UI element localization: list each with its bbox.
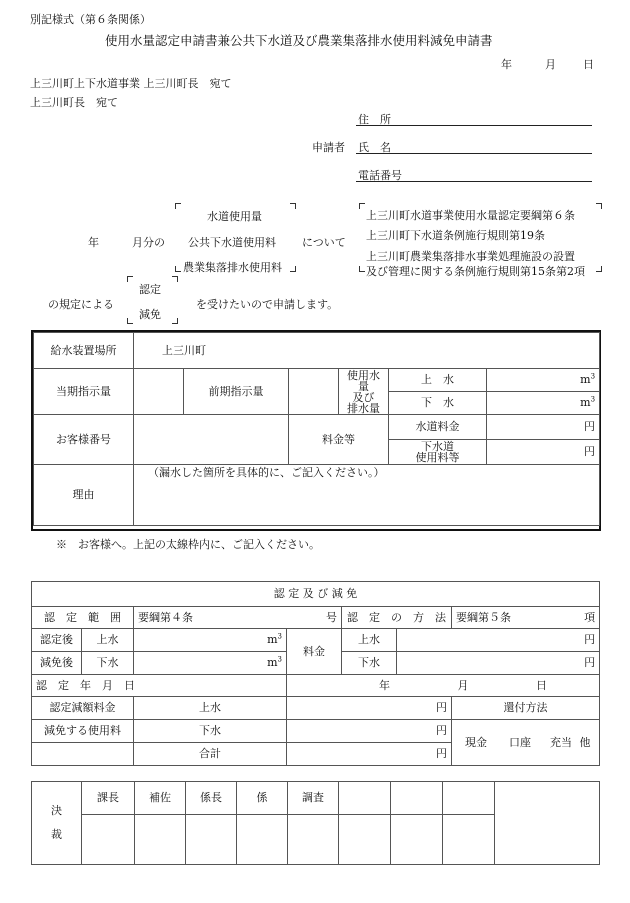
after-gesui-label: 下水	[82, 652, 134, 675]
reason-label: 理由	[34, 465, 134, 526]
stamp-chousa[interactable]	[288, 815, 339, 865]
fee-gesui-label: 下水	[342, 652, 397, 675]
regulation-1: 上三川町水道事業使用水量認定要綱第６条	[366, 209, 575, 222]
regs-bracket-bl	[359, 266, 365, 272]
regs-bracket-tr	[596, 203, 602, 209]
fee-jousui-input[interactable]: 円	[397, 629, 600, 652]
location-label: 給水装置場所	[34, 333, 134, 369]
service-water: 水道使用量	[207, 210, 262, 223]
role-kachou: 課長	[82, 782, 135, 815]
stamp-kakari[interactable]	[237, 815, 288, 865]
approval-details-form	[31, 581, 600, 766]
stamp-hosa[interactable]	[135, 815, 186, 865]
opt-bracket-br	[172, 318, 178, 324]
body-about: について	[302, 236, 346, 249]
after-jousui-label: 上水	[82, 629, 134, 652]
section-heading: 認 定 及 び 減 免	[32, 582, 600, 607]
form-title: 使用水量認定申請書兼公共下水道及び農業集落排水使用料減免申請書	[105, 33, 493, 48]
reduced-jousui-input[interactable]: 円	[287, 697, 452, 720]
addressee-1: 上三川町上下水道事業 上三川町長 宛て	[30, 77, 232, 90]
reduced-jousui-label: 上水	[134, 697, 287, 720]
service-rural: 農業集落排水使用料	[183, 261, 282, 274]
refund-options[interactable]	[452, 720, 600, 766]
total-spacer	[32, 743, 134, 766]
customer-number-label: お客様番号	[34, 415, 134, 465]
opt-bracket-bl	[127, 318, 133, 324]
stamp-kakarichou[interactable]	[186, 815, 237, 865]
services-bracket-tl	[175, 203, 181, 209]
opt-bracket-tl	[127, 276, 133, 282]
reason-hint: （漏水した箇所を具体的に、ご記入ください。）	[148, 466, 385, 479]
phone-line[interactable]	[356, 181, 592, 182]
address-line[interactable]	[356, 125, 592, 126]
role-blank-3	[443, 782, 495, 815]
role-kakarichou: 係長	[186, 782, 237, 815]
after-jousui-input[interactable]: $m^3$	[134, 629, 287, 652]
usage-sewer-label: 下 水	[389, 392, 487, 415]
usage-water-label: 上 水	[389, 369, 487, 392]
previous-reading-input[interactable]	[289, 369, 339, 415]
regulation-4: 及び管理に関する条例施行規則第15条第2項	[366, 265, 585, 278]
role-blank-2	[391, 782, 443, 815]
usage-label: 使用水量 及び 排水量	[339, 369, 389, 415]
services-bracket-bl	[175, 266, 181, 272]
applicant-name-label: 氏 名	[358, 141, 391, 154]
water-fee-input[interactable]: 円	[487, 415, 600, 440]
applicant-phone-label: 電話番号	[358, 169, 402, 182]
approval-stamps	[31, 781, 600, 865]
total-input[interactable]: 円	[287, 743, 452, 766]
body-by-rule: の規定による	[48, 298, 114, 311]
customer-number-input[interactable]	[134, 415, 289, 465]
current-reading-label: 当期指示量	[34, 369, 134, 415]
method-value[interactable]: 要綱第５条 項	[452, 607, 600, 629]
reason-input[interactable]	[134, 465, 600, 526]
reduced-usage-label: 減免する使用料	[32, 720, 134, 743]
applicant-address-label: 住 所	[358, 113, 391, 126]
body-year: 年	[88, 236, 99, 249]
refund-other[interactable]: 他	[579, 735, 591, 749]
regulation-3: 上三川町農業集落排水事業処理施設の設置	[366, 250, 575, 263]
after-genmen-label: 減免後	[32, 652, 82, 675]
previous-reading-label: 前期指示量	[184, 369, 289, 415]
usage-sewer-input[interactable]: $m^3$	[487, 392, 600, 415]
option-genmen[interactable]: 減免	[139, 308, 161, 321]
current-reading-input[interactable]	[134, 369, 184, 415]
sewer-fee-label: 下水道 使用料等	[389, 440, 487, 465]
stamp-kachou[interactable]	[82, 815, 135, 865]
fee-jousui-label: 上水	[342, 629, 397, 652]
method-label: 認 定 の 方 法	[342, 607, 452, 629]
approval-date-input[interactable]: 年 月 日	[287, 675, 600, 697]
stamp-blank-2[interactable]	[391, 815, 443, 865]
after-nintei-label: 認定後	[32, 629, 82, 652]
role-blank-1	[339, 782, 391, 815]
service-sewer: 公共下水道使用料	[188, 236, 276, 249]
addressee-2: 上三川町長 宛て	[30, 96, 118, 109]
stamp-blank-1[interactable]	[339, 815, 391, 865]
reduced-gesui-label: 下水	[134, 720, 287, 743]
services-bracket-tr	[290, 203, 296, 209]
refund-account[interactable]: 口座	[509, 735, 531, 749]
regulation-2: 上三川町下水道条例施行規則第19条	[366, 229, 545, 242]
regs-bracket-tl	[359, 203, 365, 209]
body-month: 月分の	[132, 236, 165, 249]
water-fee-label: 水道料金	[389, 415, 487, 440]
role-chousa: 調査	[288, 782, 339, 815]
scope-label: 認 定 範 囲	[32, 607, 134, 629]
reduced-gesui-input[interactable]: 円	[287, 720, 452, 743]
role-kakari: 係	[237, 782, 288, 815]
date-day: 日	[583, 58, 594, 71]
refund-appropriation[interactable]: 充当	[550, 735, 572, 749]
refund-cash[interactable]: 現金	[465, 735, 487, 749]
approval-label: 決 裁	[32, 782, 82, 865]
form-id: 別記様式（第６条関係）	[30, 13, 151, 26]
reduced-amount-label: 認定減額料金	[32, 697, 134, 720]
location-value[interactable]: 上三川町	[134, 333, 600, 369]
refund-method-label: 還付方法	[452, 697, 600, 720]
sewer-fee-input[interactable]: 円	[487, 440, 600, 465]
fee-label: 料金等	[289, 415, 389, 465]
application-form	[33, 332, 600, 526]
body-request: を受けたいので申請します。	[196, 298, 339, 311]
date-year: 年	[501, 58, 512, 71]
fee-group-label: 料金	[287, 629, 342, 675]
stamp-blank-3[interactable]	[443, 815, 495, 865]
opt-bracket-tr	[172, 276, 178, 282]
after-gesui-input[interactable]: $m^3$	[134, 652, 287, 675]
fee-gesui-input[interactable]: 円	[397, 652, 600, 675]
name-line[interactable]	[356, 153, 592, 154]
scope-value[interactable]: 要綱第４条 号	[134, 607, 342, 629]
approval-date-label: 認 定 年 月 日	[32, 675, 287, 697]
total-label: 合計	[134, 743, 287, 766]
applicant-label: 申請者	[312, 141, 345, 154]
approval-extra	[495, 782, 600, 865]
usage-water-input[interactable]: $m^3$	[487, 369, 600, 392]
option-nintei[interactable]: 認定	[139, 283, 161, 296]
role-hosa: 補佐	[135, 782, 186, 815]
services-bracket-br	[290, 266, 296, 272]
regs-bracket-br	[596, 266, 602, 272]
note: ※ お客様へ。上記の太線枠内に、ご記入ください。	[56, 538, 320, 551]
date-month: 月	[545, 58, 556, 71]
